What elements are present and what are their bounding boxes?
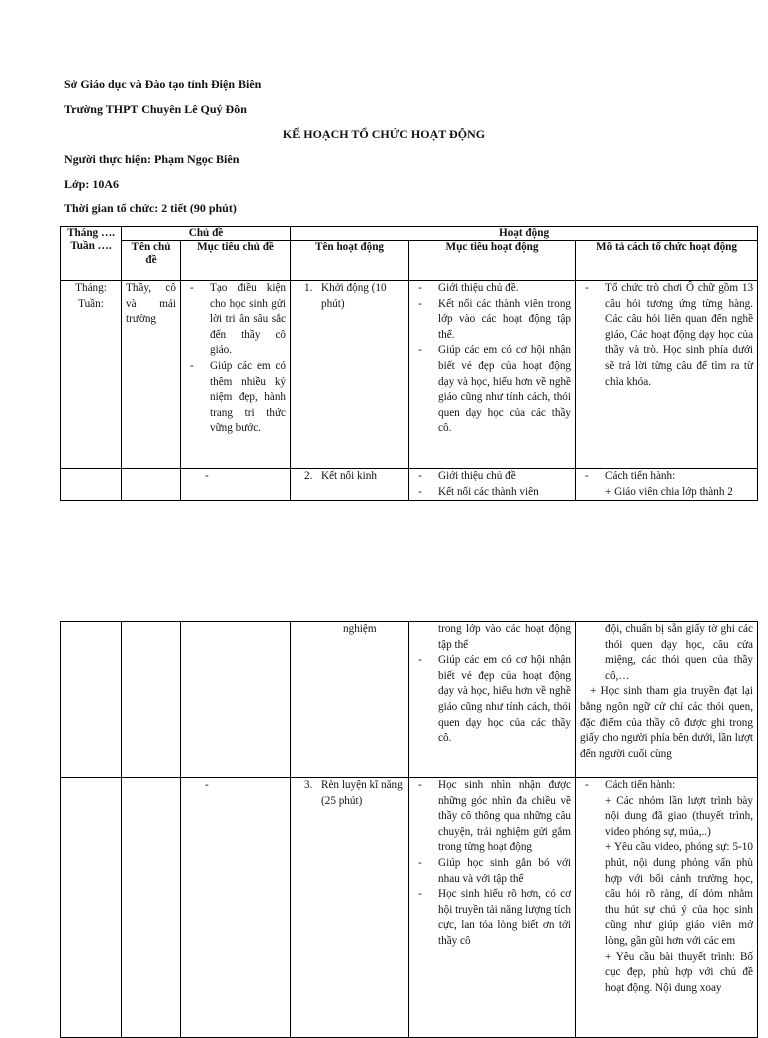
activity-desc-cell (576, 622, 758, 778)
list-item: - Giới thiệu chủ đề (413, 469, 571, 485)
activity-desc-cell (576, 281, 758, 469)
header-activity-goal: Mục tiêu hoạt động (409, 241, 576, 281)
activity-desc-cell (576, 778, 758, 1038)
activity-goal-cell (409, 778, 576, 1038)
activity-number: 2. (304, 470, 313, 482)
time-line: Thời gian tổ chức: 2 tiết (90 phút) (64, 201, 237, 215)
activity-name-cell (291, 622, 409, 778)
list-item: - Giúp các em có cơ hội nhận biết vẻ đẹp của hoạt động dạy và học, hiểu hơn về nghề giáo cũng như tính cách, thói quen dạy học của các thầy cô. (413, 653, 571, 747)
activity-name: Rèn luyện kĩ năng (25 phút) (321, 779, 403, 807)
dash-marker: - (205, 470, 209, 482)
month-cell (61, 469, 122, 501)
header-month: Tháng …. Tuần …. (61, 227, 122, 281)
list-item: - Giúp học sinh gắn bó với nhau và với tập thể (413, 856, 571, 887)
executor-line: Người thực hiện: Phạm Ngọc Biên (64, 152, 240, 166)
desc-line: + Các nhóm lần lượt trình bày nội dung đã giao (thuyết trình, video phóng sự, múa,..) (605, 794, 753, 838)
table-row (61, 281, 758, 469)
activity-number: 3. (304, 779, 313, 791)
class-line: Lớp: 10A6 (64, 177, 119, 191)
activity-name: Kết nối kinh (321, 470, 377, 482)
month-cell (61, 778, 122, 1038)
list-item: - Kết nối các thành viên (413, 485, 571, 501)
activity-number: 1. (304, 282, 313, 294)
activity-name-cell (291, 469, 409, 501)
table-row (61, 622, 758, 778)
activity-goal-cell (409, 622, 576, 778)
desc-line: + Yêu cầu bài thuyết trình: Bố cục đẹp, phù hợp với chủ đề hoạt động. Nội dung xoay (605, 950, 753, 994)
theme-name-cell (122, 778, 181, 1038)
list-item: - Học sinh nhìn nhận được những góc nhìn đa chiều về thầy cô thông qua những câu chuyện, trải nghiệm gửi gắm trong từng hoạt động (413, 778, 571, 856)
activity-goal-cell (409, 469, 576, 501)
desc-continued: đội, chuẩn bị sẵn giấy tờ ghi các thói quen dạy học, câu cửa miệng, các thói quen của thầy cô,… (605, 623, 753, 682)
desc-line: + Giáo viên chia lớp thành 2 (605, 485, 733, 498)
month-cell (61, 622, 122, 778)
activity-name-continued: nghiệm (343, 623, 377, 635)
desc-paragraph: + Học sinh tham gia truyền đạt lại bằng ngôn ngữ cử chỉ các thói quen, đặc điểm của thầy cô được ghi trong giấy cho người phía bên dưới, lần lượt đến người cuối cùng (580, 685, 753, 760)
theme-goal-cell (181, 469, 291, 501)
plan-table-page-1 (60, 226, 758, 501)
goal-continued: trong lớp vào các hoạt động tập thể (438, 623, 571, 651)
list-item: - Tạo điều kiện cho học sinh gửi lời tri ân sâu sắc đến thầy cô giáo. (185, 281, 286, 359)
theme-goal-cell (181, 281, 291, 469)
activity-desc-cell (576, 469, 758, 501)
list-item: - Cách tiến hành: (580, 469, 753, 485)
theme-name-cell (122, 622, 181, 778)
theme-name-cell: Thầy, cô và mái trường (122, 281, 181, 469)
list-item: - Kết nối các thành viên trong lớp vào các hoạt động tập thể. (413, 297, 571, 344)
activity-name-cell (291, 778, 409, 1038)
list-item: - Tổ chức trò chơi Ô chữ gồm 13 câu hỏi tương ứng từng hàng. Các câu hỏi liên quan đến nghề giáo, Các hoạt động dạy học của thầy và trò. Học sinh phía dưới sẽ trả lời từng câu để tìm ra từ chìa khóa. (580, 281, 753, 390)
department-line: Sở Giáo dục và Đào tạo tỉnh Điện Biên (64, 77, 262, 91)
month-cell: Tháng: Tuần: (61, 281, 122, 469)
header-theme-name: Tên chủ đề (122, 241, 181, 281)
header-activity-name: Tên hoạt động (291, 241, 409, 281)
activity-name-cell (291, 281, 409, 469)
list-item: - Giúp các em có thêm nhiều kỷ niệm đẹp, hành trang tri thức vững bước. (185, 359, 286, 437)
theme-goal-cell (181, 778, 291, 1038)
document-title: KẾ HOẠCH TỔ CHỨC HOẠT ĐỘNG (282, 127, 486, 141)
header-theme-goal: Mục tiêu chủ đề (181, 241, 291, 281)
theme-goal-cell (181, 622, 291, 778)
list-item: - Học sinh hiểu rõ hơn, có cơ hội truyền tải năng lượng tích cực, lan tỏa lòng biết ơn tới thầy cô (413, 887, 571, 949)
header-theme: Chủ đề (122, 227, 291, 241)
header-activity: Hoạt động (291, 227, 758, 241)
school-line: Trường THPT Chuyên Lê Quý Đôn (64, 102, 247, 116)
plan-table-page-2 (60, 621, 758, 1038)
dash-marker: - (205, 779, 209, 791)
activity-name: Khởi động (10 phút) (321, 282, 387, 310)
table-row (61, 469, 758, 501)
list-item: - Giới thiệu chủ đề. (413, 281, 571, 297)
table-row (61, 778, 758, 1038)
list-item: - Cách tiến hành: (580, 778, 753, 794)
theme-name-cell (122, 469, 181, 501)
list-item: - Giúp các em có cơ hội nhận biết vẻ đẹp của hoạt động dạy và học, hiểu hơn về nghề giáo cũng như tính cách, thói quen dạy học của các thầy cô. (413, 343, 571, 437)
activity-goal-cell (409, 281, 576, 469)
header-activity-desc: Mô tả cách tổ chức hoạt động (576, 241, 758, 281)
desc-line: + Yêu cầu video, phóng sự: 5-10 phút, nội dung phỏng vấn phù hợp với bối cảnh trường học, câu hỏi rõ ràng, dí dỏm nhằm thu hút sự chú ý của học sinh cũng như giúp giáo viên mở lòng, gần gũi hơn với các em (605, 841, 753, 947)
